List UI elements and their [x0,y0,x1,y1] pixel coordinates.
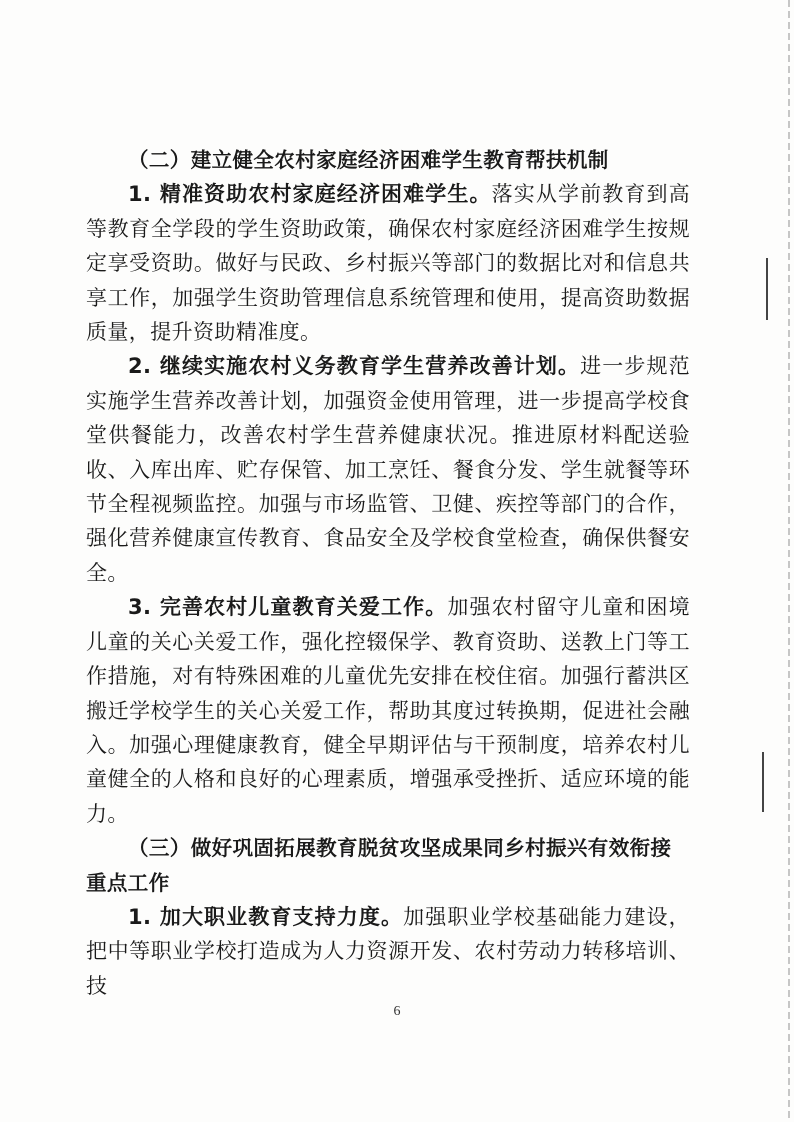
page-number: 6 [393,1004,401,1019]
document-body [86,143,690,1003]
scan-mark [766,258,768,320]
paragraph-text: 加强职业学校基础能力建设，把中等职业学校打造成为人力资源开发、农村劳动力转移培训、技 [86,904,691,998]
paragraph-text: 落实从学前教育到高等教育全学段的学生资助政策，确保农村家庭经济困难学生按规定享受资助。做好与民政、乡村振兴等部门的数据比对和信息共享工作，加强学生资助管理信息系统管理和使用，提高资助数据质量，提升资助精准度。 [86,182,690,345]
paragraph-section3-item-1 [86,900,690,1003]
paragraph-lead: 2. 继续实施农村义务教育学生营养改善计划。 [128,354,581,379]
paragraph-lead: 3. 完善农村儿童教育关爱工作。 [128,595,448,620]
section-heading-3: （三）做好巩固拓展教育脱贫攻坚成果同乡村振兴有效衔接重点工作 [86,836,672,895]
paragraph-text: 加强农村留守儿童和困境儿童的关心关爱工作，强化控辍保学、教育资助、送教上门等工作措施，对有特殊困难的儿童优先安排在校住宿。加强行蓄洪区搬迁学校学生的关心关爱工作，帮助其度过转换期，促进社会融入。加强心理健康教育，健全早期评估与干预制度，培养农村儿童健全的人格和良好的心理素质，增强承受挫折、适应环境的能力。 [86,595,690,826]
scan-edge-artifact [788,0,790,1122]
paragraph-text: 进一步规范实施学生营养改善计划，加强资金使用管理，进一步提高学校食堂供餐能力，改善农村学生营养健康状况。推进原材料配送验收、入库出库、贮存保管、加工烹饪、餐食分发、学生就餐等环节全程视频监控。加强与市场监管、卫健、疾控等部门的合作，强化营养健康宣传教育、食品安全及学校食堂检查，确保供餐安全。 [86,354,691,585]
paragraph-item-1 [86,177,690,349]
paragraph-lead: 1. 精准资助农村家庭经济困难学生。 [128,182,492,207]
paragraph-item-3 [86,590,690,831]
section-heading-2: （二）建立健全农村家庭经济困难学生教育帮扶机制 [128,148,609,172]
paragraph-item-2 [86,349,690,590]
paragraph-lead: 1. 加大职业教育支持力度。 [128,904,404,929]
scan-mark [762,752,764,812]
